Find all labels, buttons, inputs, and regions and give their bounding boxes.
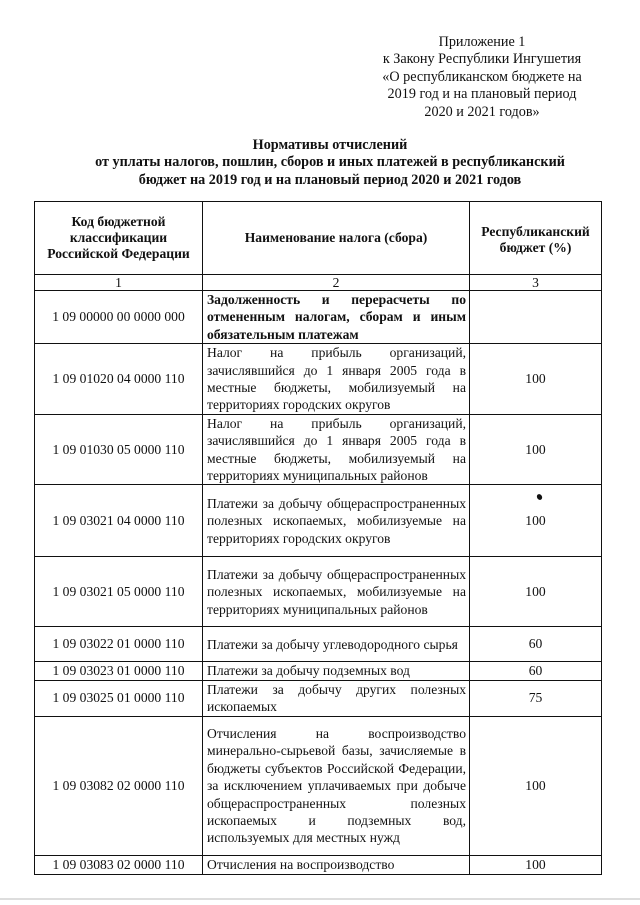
norms-table <box>34 201 602 875</box>
row-name: Платежи за добычу углеводородного сырья <box>203 627 470 662</box>
table-row <box>35 344 602 415</box>
scan-edge <box>0 898 640 900</box>
table-row <box>35 662 602 680</box>
row-percent: 100 <box>470 557 602 627</box>
row-percent: 60 <box>470 627 602 662</box>
table-row <box>35 291 602 344</box>
heading-line: бюджет на 2019 год и на плановый период 2020 и 2021 годов <box>138 171 522 188</box>
table-row <box>35 855 602 874</box>
row-name: Налог на прибыль организаций, зачислявшийся до 1 января 2005 года в местные бюджеты, мобилизуемый на территориях муниципальных районов <box>203 414 470 485</box>
heading-line: Нормативы отчислений <box>252 137 408 153</box>
table-row <box>35 485 602 557</box>
appendix-line: Приложение 1 <box>438 34 526 50</box>
header-percent: Республиканский бюджет (%) <box>470 202 602 275</box>
appendix-line: к Закону Республики Ингушетия <box>382 51 582 68</box>
row-name: Налог на прибыль организаций, зачислявшийся до 1 января 2005 года в местные бюджеты, мобилизуемый на территориях городских округов <box>203 344 470 415</box>
row-percent: 60 <box>470 662 602 680</box>
row-name: Задолженность и перерасчеты по отмененным налогам, сборам и иным обязательным платежам <box>203 291 470 344</box>
row-code: 1 09 03021 05 0000 110 <box>35 557 203 627</box>
row-code: 1 09 03083 02 0000 110 <box>35 855 203 874</box>
row-code: 1 09 03022 01 0000 110 <box>35 627 203 662</box>
appendix-line: 2020 и 2021 годов» <box>424 103 540 120</box>
row-code: 1 09 00000 00 0000 000 <box>35 291 203 344</box>
row-percent: 100 <box>470 485 602 557</box>
table-header-row <box>35 202 602 275</box>
row-percent: 100 <box>470 414 602 485</box>
row-code: 1 09 03023 01 0000 110 <box>35 662 203 680</box>
table-row <box>35 627 602 662</box>
row-code: 1 09 03021 04 0000 110 <box>35 485 203 557</box>
row-name: Отчисления на воспроизводство <box>203 855 470 874</box>
row-name: Платежи за добычу общераспространенных полезных ископаемых, мобилизуемые на территориях муниципальных районов <box>203 557 470 627</box>
appendix-line: «О республиканском бюджете на <box>382 68 582 85</box>
heading-line: от уплаты налогов, пошлин, сборов и иных платежей в республиканский <box>95 154 565 171</box>
row-percent: 75 <box>470 680 602 716</box>
row-name: Платежи за добычу других полезных ископаемых <box>203 680 470 716</box>
column-number-row <box>35 275 602 291</box>
row-percent: 100 <box>470 344 602 415</box>
table-row <box>35 557 602 627</box>
row-name: Платежи за добычу общераспространенных полезных ископаемых, мобилизуемые на территориях городских округов <box>203 485 470 557</box>
table-row <box>35 716 602 855</box>
table-row <box>35 680 602 716</box>
row-percent <box>470 291 602 344</box>
row-code: 1 09 03025 01 0000 110 <box>35 680 203 716</box>
row-name: Отчисления на воспроизводство минерально-сырьевой базы, зачисляемые в бюджеты субъектов Российской Федерации, за исключением уплачиваемых при добыче общераспространенных полезных ископаемых и подземных вод, используемых для местных нужд <box>203 716 470 855</box>
row-code: 1 09 03082 02 0000 110 <box>35 716 203 855</box>
column-number: 3 <box>470 275 602 291</box>
document-heading <box>40 137 620 189</box>
column-number: 1 <box>35 275 203 291</box>
appendix-block <box>362 34 602 121</box>
row-code: 1 09 01020 04 0000 110 <box>35 344 203 415</box>
header-code: Код бюджетной классификации Российской Федерации <box>35 202 203 275</box>
header-name: Наименование налога (сбора) <box>203 202 470 275</box>
row-code: 1 09 01030 05 0000 110 <box>35 414 203 485</box>
table-row <box>35 414 602 485</box>
column-number: 2 <box>203 275 470 291</box>
row-percent: 100 <box>470 716 602 855</box>
appendix-line: 2019 год и на плановый период <box>387 86 577 103</box>
row-name: Платежи за добычу подземных вод <box>203 662 470 680</box>
row-percent: 100 <box>470 855 602 874</box>
